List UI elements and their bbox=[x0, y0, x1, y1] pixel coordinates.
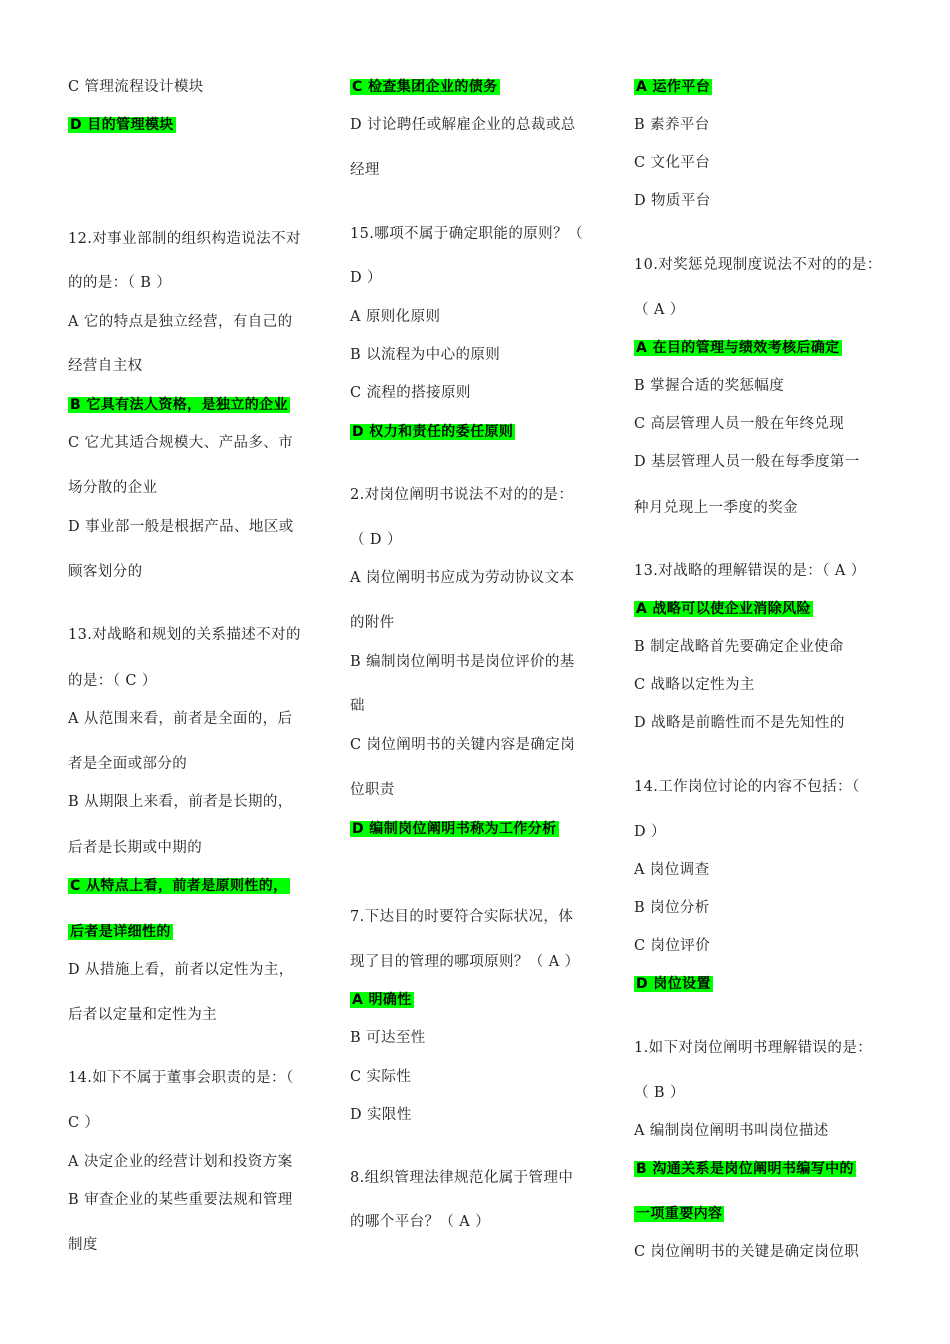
line-text: A 原则化原则 bbox=[350, 309, 441, 325]
line-text: C 实际性 bbox=[350, 1069, 412, 1085]
text-line bbox=[350, 696, 365, 716]
line-text: 7.下达目的时要符合实际状况，体 bbox=[350, 909, 574, 925]
line-text: 经理 bbox=[350, 162, 380, 178]
line-text: B 制定战略首先要确定企业使命 bbox=[634, 639, 844, 655]
text-line bbox=[68, 478, 157, 498]
text-line bbox=[350, 115, 576, 135]
answer-line-highlighted bbox=[350, 422, 515, 442]
answer-line-highlighted bbox=[634, 338, 842, 358]
line-text: A 岗位调查 bbox=[634, 862, 710, 878]
text-line bbox=[350, 383, 471, 403]
text-line bbox=[350, 613, 395, 633]
correct-answer-text: D 目的管理模块 bbox=[70, 117, 174, 133]
line-text: （ A ） bbox=[634, 302, 685, 318]
text-line bbox=[68, 1152, 292, 1172]
line-text: C 战略以定性为主 bbox=[634, 677, 755, 693]
line-text: D 物质平台 bbox=[634, 193, 711, 209]
line-text: D ） bbox=[350, 270, 382, 286]
line-text: 2.对岗位阐明书说法不对的的是： bbox=[350, 487, 574, 503]
answer-line-highlighted bbox=[634, 974, 713, 994]
line-text: C 岗位阐明书的关键是确定岗位职 bbox=[634, 1244, 860, 1260]
text-line bbox=[634, 452, 860, 472]
text-line bbox=[68, 671, 157, 691]
line-text: B 以流程为中心的原则 bbox=[350, 347, 501, 363]
line-text: （ D ） bbox=[350, 532, 402, 548]
line-text: 的哪个平台？（ A ） bbox=[350, 1214, 491, 1230]
text-line bbox=[634, 637, 844, 657]
line-text: 者是全面或部分的 bbox=[68, 756, 188, 772]
text-line bbox=[68, 312, 292, 332]
correct-answer-text: D 岗位设置 bbox=[636, 976, 711, 992]
column-left bbox=[68, 0, 338, 1344]
text-line bbox=[350, 735, 575, 755]
line-text: D 事业部一般是根据产品、地区或 bbox=[68, 519, 294, 535]
line-text: D 讨论聘任或解雇企业的总裁或总 bbox=[350, 117, 576, 133]
line-text: 后者是长期或中期的 bbox=[68, 840, 203, 856]
answer-line-highlighted bbox=[68, 876, 290, 896]
text-line bbox=[350, 345, 500, 365]
text-line bbox=[634, 498, 798, 518]
line-text: B 可达至性 bbox=[350, 1030, 426, 1046]
answer-line-highlighted bbox=[634, 1204, 724, 1224]
line-text: C 管理流程设计模块 bbox=[68, 79, 204, 95]
answer-line-highlighted bbox=[350, 990, 414, 1010]
line-text: 场分散的企业 bbox=[68, 480, 158, 496]
line-text: 12.对事业部制的组织构造说法不对 bbox=[68, 231, 301, 247]
text-line bbox=[68, 356, 143, 376]
text-line bbox=[350, 907, 573, 927]
line-text: B 素养平台 bbox=[634, 117, 710, 133]
line-text: 的是：（ C ） bbox=[68, 673, 157, 689]
text-line bbox=[350, 1212, 490, 1232]
text-line bbox=[68, 77, 204, 97]
line-text: A 决定企业的经营计划和投资方案 bbox=[68, 1154, 293, 1170]
line-text: A 编制岗位阐明书叫岗位描述 bbox=[634, 1123, 829, 1139]
column-right bbox=[634, 0, 924, 1344]
correct-answer-text: A 在目的管理与绩效考核后确定 bbox=[636, 340, 840, 356]
correct-answer-text: 一项重要内容 bbox=[636, 1206, 723, 1222]
line-text: C 岗位阐明书的关键内容是确定岗 bbox=[350, 737, 576, 753]
text-line bbox=[68, 1005, 217, 1025]
line-text: 8.组织管理法律规范化属于管理中 bbox=[350, 1170, 574, 1186]
line-text: D 从措施上看，前者以定性为主， bbox=[68, 962, 294, 978]
line-text: 15.哪项不属于确定职能的原则？（ bbox=[350, 226, 583, 242]
text-line bbox=[68, 838, 202, 858]
text-line bbox=[68, 960, 294, 980]
text-line bbox=[68, 517, 294, 537]
line-text: 的附件 bbox=[350, 615, 395, 631]
text-line bbox=[68, 229, 301, 249]
correct-answer-text: B 沟通关系是岗位阐明书编写中的 bbox=[636, 1161, 854, 1177]
line-text: C 它尤其适合规模大、产品多、市 bbox=[68, 435, 294, 451]
correct-answer-text: B 它具有法人资格，是独立的企业 bbox=[70, 397, 288, 413]
text-line bbox=[68, 433, 293, 453]
correct-answer-text: D 编制岗位阐明书称为工作分析 bbox=[352, 821, 557, 837]
line-text: 顾客划分的 bbox=[68, 564, 143, 580]
line-text: 14.如下不属于董事会职责的是：（ bbox=[68, 1070, 294, 1086]
text-line bbox=[634, 376, 784, 396]
text-line bbox=[68, 792, 293, 812]
text-line bbox=[634, 1121, 829, 1141]
text-line bbox=[350, 568, 574, 588]
text-line bbox=[350, 224, 583, 244]
line-text: B 审查企业的某些重要法规和管理 bbox=[68, 1192, 293, 1208]
line-text: 现了目的管理的哪项原则？（ A ） bbox=[350, 954, 580, 970]
text-line bbox=[350, 652, 575, 672]
text-line bbox=[634, 115, 710, 135]
line-text: C 流程的搭接原则 bbox=[350, 385, 471, 401]
answer-line-highlighted bbox=[68, 115, 176, 135]
text-line bbox=[634, 1083, 685, 1103]
text-line bbox=[634, 153, 710, 173]
line-text: 制度 bbox=[68, 1237, 98, 1253]
text-line bbox=[68, 1235, 98, 1255]
line-text: D ） bbox=[634, 824, 666, 840]
correct-answer-text: D 权力和责任的委任原则 bbox=[352, 424, 514, 440]
line-text: A 它的特点是独立经营，有自己的 bbox=[68, 314, 293, 330]
correct-answer-text: C 检查集团企业的债务 bbox=[352, 79, 498, 95]
line-text: 后者以定量和定性为主 bbox=[68, 1007, 217, 1023]
text-line bbox=[634, 191, 711, 211]
line-text: B 从期限上来看，前者是长期的， bbox=[68, 794, 293, 810]
text-line bbox=[350, 952, 580, 972]
text-line bbox=[634, 255, 882, 275]
text-line bbox=[634, 936, 710, 956]
text-line bbox=[350, 1028, 426, 1048]
text-line bbox=[634, 1242, 859, 1262]
text-line bbox=[350, 1067, 411, 1087]
line-text: A 从范围来看，前者是全面的，后 bbox=[68, 711, 293, 727]
line-text: 13.对战略的理解错误的是：（ A ） bbox=[634, 563, 866, 579]
text-line bbox=[350, 160, 380, 180]
text-line bbox=[350, 530, 402, 550]
line-text: D 实限性 bbox=[350, 1107, 412, 1123]
answer-line-highlighted bbox=[634, 77, 712, 97]
text-line bbox=[634, 675, 755, 695]
text-line bbox=[350, 307, 440, 327]
text-line bbox=[68, 273, 171, 293]
line-text: C 高层管理人员一般在年终兑现 bbox=[634, 416, 845, 432]
answer-line-highlighted bbox=[634, 599, 813, 619]
line-text: 13.对战略和规划的关系描述不对的 bbox=[68, 627, 301, 643]
line-text: B 编制岗位阐明书是岗位评价的基 bbox=[350, 654, 575, 670]
line-text: A 岗位阐明书应成为劳动协议文本 bbox=[350, 570, 575, 586]
line-text: B 岗位分析 bbox=[634, 900, 710, 916]
text-line bbox=[350, 485, 573, 505]
text-line bbox=[68, 1113, 99, 1133]
answer-line-highlighted bbox=[350, 77, 500, 97]
text-line bbox=[350, 780, 395, 800]
line-text: B 掌握合适的奖惩幅度 bbox=[634, 378, 785, 394]
line-text: 14.工作岗位讨论的内容不包括：（ bbox=[634, 779, 860, 795]
line-text: 的的是：（ B ） bbox=[68, 275, 172, 291]
line-text: 经营自主权 bbox=[68, 358, 143, 374]
text-line bbox=[634, 414, 844, 434]
line-text: 1.如下对岗位阐明书理解错误的是： bbox=[634, 1040, 873, 1056]
text-line bbox=[634, 300, 685, 320]
text-line bbox=[634, 860, 709, 880]
text-line bbox=[634, 1038, 872, 1058]
answer-line-highlighted bbox=[634, 1159, 856, 1179]
correct-answer-text: A 运作平台 bbox=[636, 79, 711, 95]
text-line bbox=[634, 561, 866, 581]
correct-answer-text: A 明确性 bbox=[352, 992, 412, 1008]
correct-answer-text: 后者是详细性的 bbox=[70, 924, 171, 940]
text-line bbox=[634, 898, 710, 918]
text-line bbox=[634, 713, 845, 733]
text-line bbox=[634, 822, 666, 842]
line-text: C ） bbox=[68, 1115, 100, 1131]
line-text: 位职责 bbox=[350, 782, 395, 798]
text-line bbox=[68, 1190, 293, 1210]
line-text: D 基层管理人员一般在每季度第一 bbox=[634, 454, 860, 470]
correct-answer-text: A 战略可以使企业消除风险 bbox=[636, 601, 811, 617]
text-line bbox=[350, 268, 382, 288]
line-text: C 岗位评价 bbox=[634, 938, 711, 954]
answer-line-highlighted bbox=[350, 819, 559, 839]
correct-answer-text: C 从特点上看，前者是原则性的， bbox=[70, 878, 288, 894]
line-text: D 战略是前瞻性而不是先知性的 bbox=[634, 715, 845, 731]
line-text: （ B ） bbox=[634, 1085, 685, 1101]
line-text: 础 bbox=[350, 698, 365, 714]
text-line bbox=[68, 562, 143, 582]
line-text: 种月兑现上一季度的奖金 bbox=[634, 500, 798, 516]
text-line bbox=[350, 1168, 573, 1188]
text-line bbox=[68, 1068, 294, 1088]
text-line bbox=[68, 754, 187, 774]
line-text: 10.对奖惩兑现制度说法不对的的是： bbox=[634, 257, 882, 273]
answer-line-highlighted bbox=[68, 922, 173, 942]
line-text: C 文化平台 bbox=[634, 155, 711, 171]
text-line bbox=[350, 1105, 412, 1125]
text-line bbox=[68, 709, 292, 729]
text-line bbox=[634, 777, 860, 797]
answer-line-highlighted bbox=[68, 395, 290, 415]
column-middle bbox=[350, 0, 620, 1344]
text-line bbox=[68, 625, 301, 645]
